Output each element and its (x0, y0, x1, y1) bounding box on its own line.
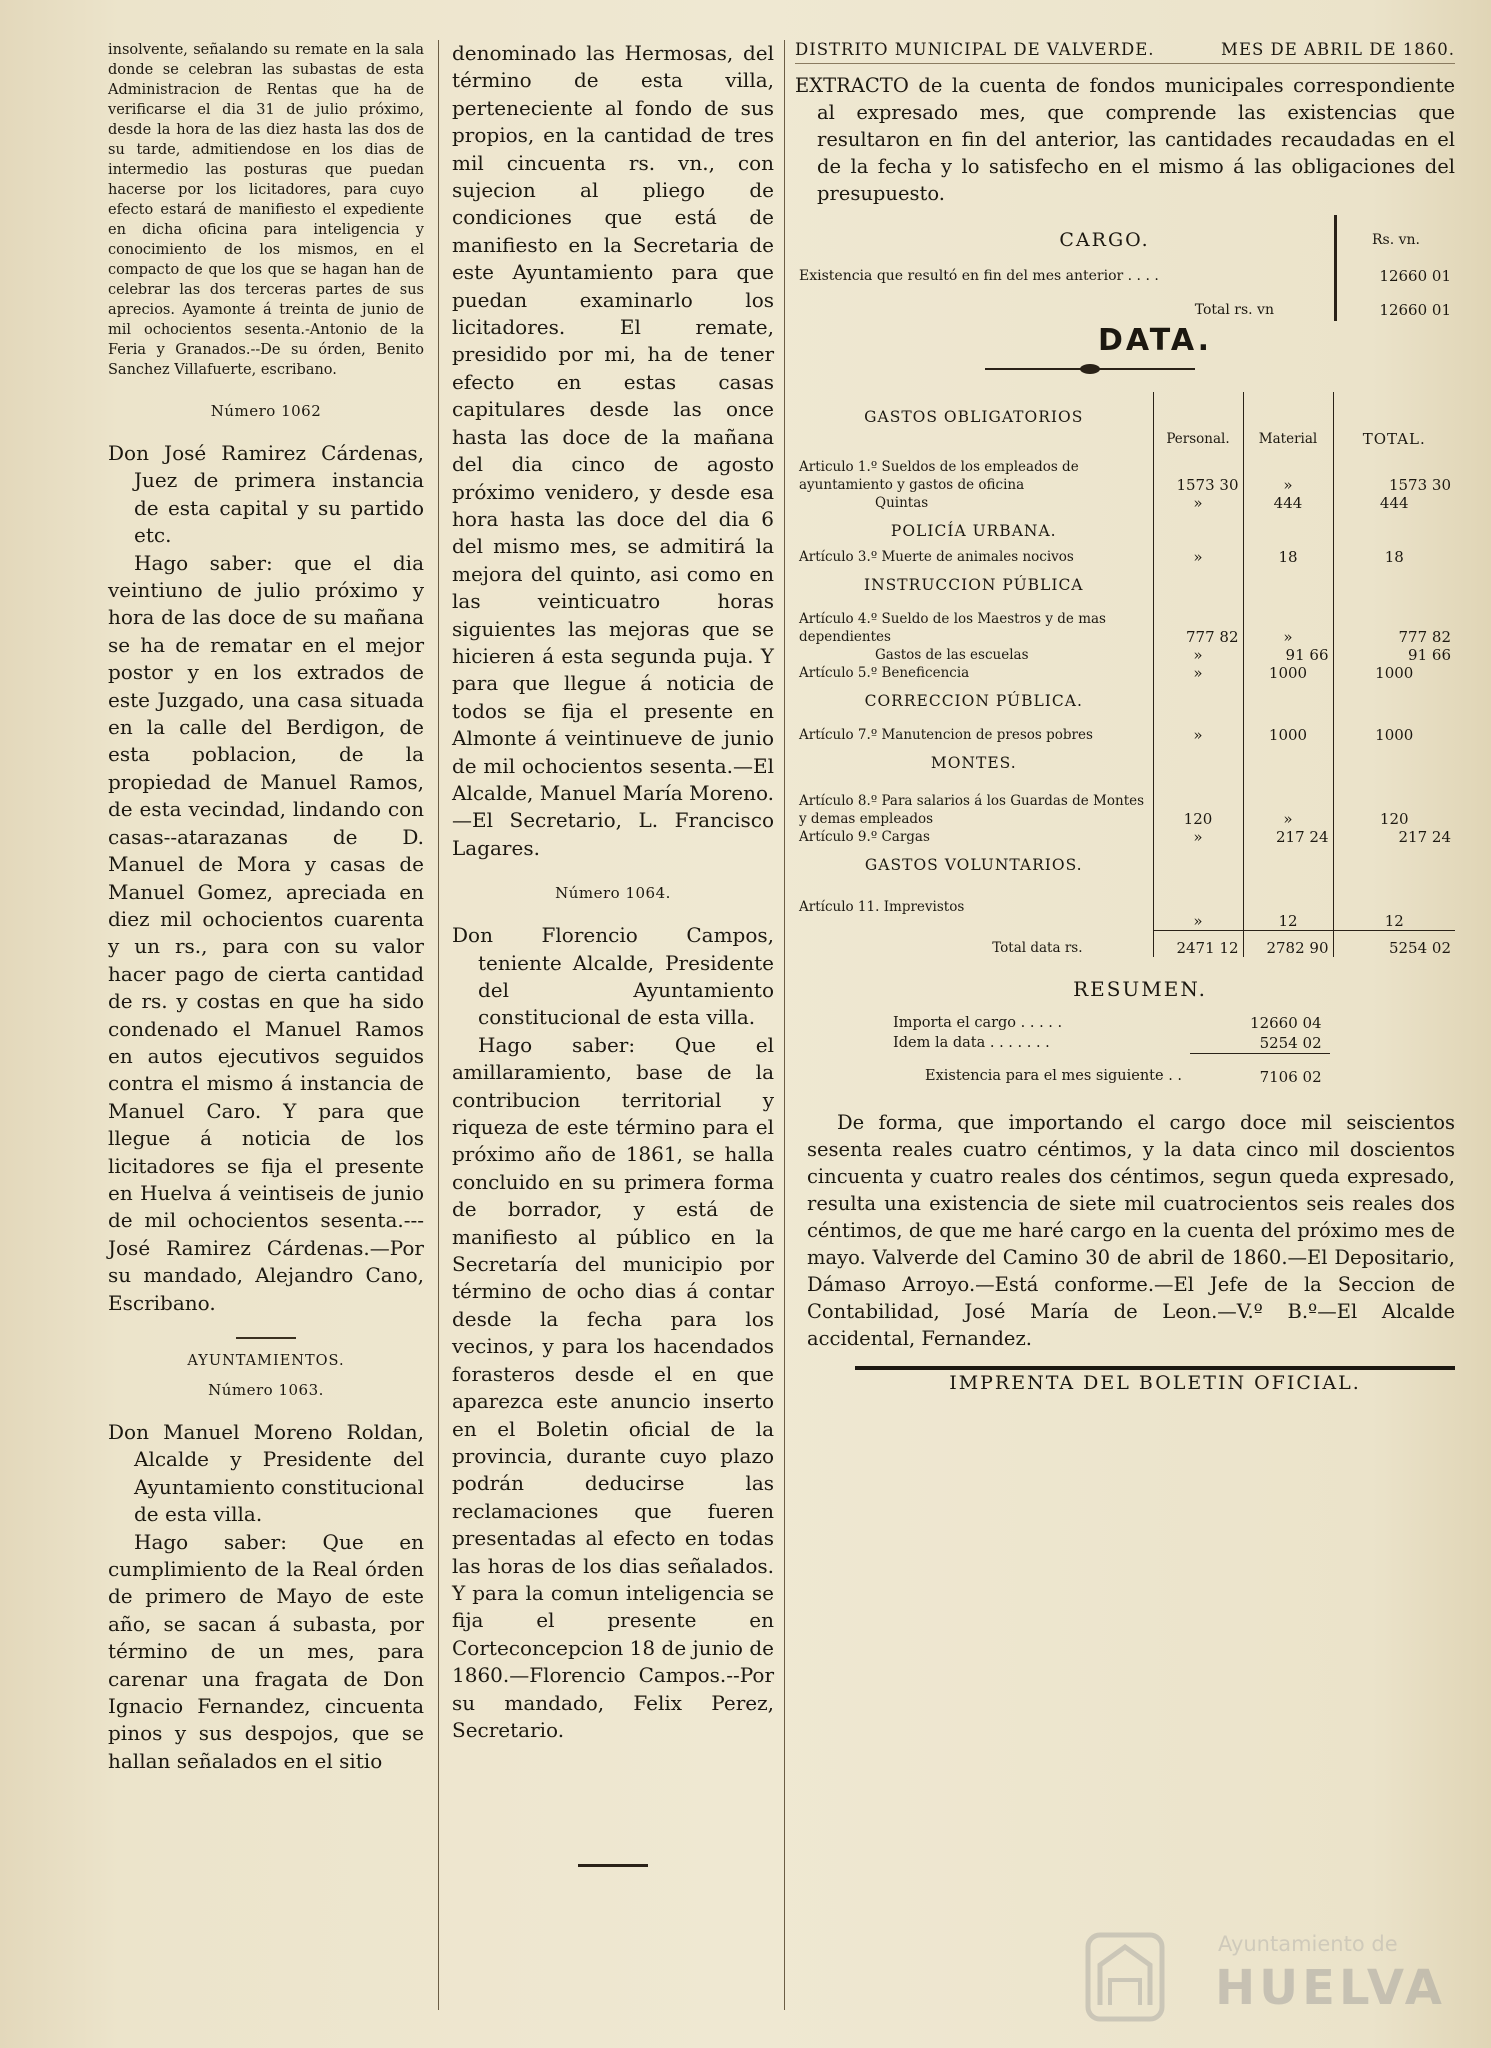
resumen-value: 7106 02 (1259, 1067, 1322, 1086)
previous-notice-text: insolvente, señalando su remate en la sala donde se celebran las subastas de esta Administracion de Rentas que ha de verificarse el dia 31 de julio próximo, desde la hora de las diez hasta las dos de su tarde, admitiendose en los dias de intermedio las posturas que puedan hacerse por los licitadores, para cuyo efecto estará de manifiesto el expediente en dicha oficina para inteligencia y conocimiento de los mismos, en el compacto de que los que se hagan han de celebrar las dos terceras partes de sus aprecios. Ayamonte á treinta de junio de mil ochocientos sesenta.-Antonio de la Feria y Granados.--De su órden, Benito Sanchez Villafuerte, escribano. (108, 42, 424, 378)
cell-material: 91 66 (1243, 646, 1333, 664)
header-total: TOTAL. (1333, 392, 1455, 448)
table-row (885, 1033, 1330, 1054)
notice-1063-body: Hago saber: Que en cumplimiento de la Real órden de primero de Mayo de este año, se sacan á subasta, por término de un mes, para carenar una fragata de Don Ignacio Fernandez, cincuenta pinos y sus despojos, que se hallan señalados en el sitio (108, 1529, 424, 1773)
table-row (885, 1013, 1330, 1033)
account-header (795, 40, 1455, 64)
total-material: 2782 90 (1243, 930, 1333, 957)
cell-total: 12 (1333, 882, 1455, 930)
cell-personal: » (1153, 882, 1243, 930)
header-gastos-obligatorios: GASTOS OBLIGATORIOS (864, 408, 1084, 426)
notice-number-1064: Número 1064. (555, 884, 671, 903)
group-montes: MONTES. (930, 754, 1017, 772)
district-title: DISTRITO MUNICIPAL DE VALVERDE. (795, 40, 1155, 59)
cell-personal: » (1153, 718, 1243, 744)
notice-1062-heading: Don José Ramirez Cárdenas, Juez de primera instancia de esta capital y su partido etc. (108, 441, 424, 548)
cell-material: 1000 (1243, 718, 1333, 744)
header-personal: Personal. (1153, 392, 1243, 448)
closing-paragraph: De forma, que importando el cargo doce mil seiscientos sesenta reales cuatro céntimos, y la data cinco mil doscientos cincuenta y cuatro reales dos céntimos, segun queda expresado, resulta una existencia de siete mil cuatrocientos seis reales dos céntimos, de que me haré cargo en la cuenta del próximo mes de mayo. Valverde del Camino 30 de abril de 1860.—El Depositario, Dámaso Arroyo.—Está conforme.—El Jefe de la Seccion de Contabilidad, José María de Leon.—V.º B.º—El Alcalde accidental, Fernandez. (807, 1110, 1455, 1350)
row-label: Artículo 7.º Manutencion de presos pobres (799, 727, 1093, 743)
cell-material: 12 (1243, 882, 1333, 930)
table-row (795, 882, 1455, 930)
cargo-total-value: 12660 01 (1336, 287, 1456, 321)
resumen-value: 12660 04 (1250, 1013, 1322, 1032)
ornament-rule (985, 364, 1195, 374)
total-total: 5254 02 (1333, 930, 1455, 957)
table-row (795, 780, 1455, 828)
column-2 (452, 40, 774, 1867)
cargo-unit: Rs. vn. (1336, 215, 1456, 265)
cell-material: » (1243, 780, 1333, 828)
cell-material: » (1243, 602, 1333, 646)
group-correccion-publica: CORRECCION PÚBLICA. (864, 692, 1083, 710)
cell-personal: 1573 30 (1153, 448, 1243, 494)
cell-material: 444 (1243, 494, 1333, 512)
cargo-table (795, 215, 1455, 321)
row-label: Gastos de las escuelas (875, 647, 1029, 663)
resumen-label: Idem la data . . . . . . . (893, 1034, 1050, 1051)
table-row (795, 646, 1455, 664)
watermark-line-1: Ayuntamiento de (1218, 1932, 1398, 1956)
notice-1063-continuation: denominado las Hermosas, del término de esta villa, perteneciente al fondo de sus propios, en la cantidad de tres mil cincuenta rs. vn., con sujecion al pliego de condiciones que está de manifiesto en la Secretaria de este Ayuntamiento para que puedan examinarlo los licitadores. El remate, presidido por mi, ha de tener efecto en estas casas capitulares desde las once hasta las doce de la mañana del dia cinco de agosto próximo venidero, y desde esa hora hasta las doce del dia 6 del mismo mes, se admitirá la mejora del quinto, asi como en las veinticuatro horas siguientes las mejoras que se hicieren á esta segunda puja. Y para que llegue á noticia de todos se fija el presente en Almonte á veintinueve de junio de mil ochocientos sesenta.—El Alcalde, Manuel María Moreno.—El Secretario, L. Francisco Lagares. (452, 41, 774, 860)
group-row (795, 512, 1455, 548)
cell-personal: » (1153, 646, 1243, 664)
row-label: Articulo 1.º Sueldos de los empleados de ayuntamiento y gastos de oficina (799, 459, 1079, 493)
notice-number-1063: Número 1063. (208, 1381, 324, 1399)
table-row (795, 448, 1455, 494)
cargo-row-label: Existencia que resultó en fin del mes anterior . . . . (799, 268, 1159, 284)
column-3 (795, 40, 1455, 1394)
cell-personal: » (1153, 664, 1243, 682)
cargo-title: CARGO. (1059, 229, 1150, 251)
row-label: Artículo 3.º Muerte de animales nocivos (799, 549, 1074, 565)
table-row (795, 602, 1455, 646)
row-label: Artículo 9.º Cargas (799, 829, 930, 845)
resumen-label: Importa el cargo . . . . . (893, 1014, 1063, 1031)
group-row (795, 566, 1455, 602)
table-row (885, 1053, 1330, 1087)
cell-material: 18 (1243, 548, 1333, 566)
cell-total: 1000 (1333, 664, 1455, 682)
cell-personal: » (1153, 828, 1243, 846)
city-emblem-icon (1080, 1925, 1170, 2025)
cell-personal: » (1153, 494, 1243, 512)
column-rule-2 (784, 40, 785, 2010)
row-label: Artículo 4.º Sueldo de los Maestros y de mas dependientes (799, 611, 1106, 645)
cell-total: 18 (1333, 548, 1455, 566)
row-label: Artículo 8.º Para salarios á los Guardas de Montes y demas empleados (799, 793, 1145, 827)
notice-number-1062: Número 1062 (210, 402, 322, 420)
total-label: Total data rs. (992, 939, 1083, 956)
cell-total: 217 24 (1333, 828, 1455, 846)
row-label: Artículo 11. Imprevistos (799, 899, 965, 915)
group-policia-urbana: POLICÍA URBANA. (890, 522, 1057, 540)
cell-personal: 777 82 (1153, 602, 1243, 646)
group-gastos-voluntarios: GASTOS VOLUNTARIOS. (864, 856, 1083, 874)
separator-rule (236, 1337, 296, 1339)
table-row (795, 664, 1455, 682)
cell-material: 1000 (1243, 664, 1333, 682)
resumen-title: RESUMEN. (1073, 976, 1207, 1001)
resumen-label: Existencia para el mes siguiente . . (925, 1068, 1183, 1085)
column-rule-1 (438, 40, 439, 2010)
group-row (795, 846, 1455, 882)
extract-intro: EXTRACTO de la cuenta de fondos municipales correspondiente al expresado mes, que comprende las existencias que resultaron en fin del anterior, las cantidades recaudadas en el de la fecha y lo satisfecho en el mismo á las obligaciones del presupuesto. (795, 74, 1455, 205)
total-personal: 2471 12 (1153, 930, 1243, 957)
data-table (795, 392, 1455, 957)
imprenta-footer: IMPRENTA DEL BOLETIN OFICIAL. (855, 1366, 1455, 1394)
resumen-table (885, 1013, 1330, 1087)
cargo-total-label: Total rs. vn (1194, 302, 1274, 318)
group-row (795, 744, 1455, 780)
cell-total: 120 (1333, 780, 1455, 828)
cell-personal: » (1153, 548, 1243, 566)
cell-total: 777 82 (1333, 602, 1455, 646)
notice-1062-body: Hago saber: que el dia veintiuno de julio próximo y hora de las doce de su mañana se ha de rematar en el mejor postor y en los extrados de este Juzgado, una casa situada en la calle del Berdigon, de esta poblacion, de la propiedad de Manuel Ramos, de esta vecindad, lindando con casas--atarazanas de D. Manuel de Mora y casas de Manuel Gomez, apreciada en diez mil ochocientos cuarenta y un rs., para con su valor hacer pago de cierta cantidad de rs. y costas en que ha sido condenado el Manuel Ramos en autos ejecutivos seguidos contra el mismo á instancia de Manuel Caro. Y para que llegue á noticia de los licitadores se fija el presente en Huelva á veintiseis de junio de mil ochocientos sesenta.---José Ramirez Cárdenas.—Por su mandado, Alejandro Cano, Escribano. (108, 550, 424, 1315)
cargo-row-value: 12660 01 (1336, 265, 1456, 287)
ayuntamiento-huelva-logo (1080, 1920, 1446, 2030)
cell-total: 1000 (1333, 718, 1455, 744)
notice-1064-body: Hago saber: Que el amillaramiento, base de la contribucion territorial y riqueza de este término para el próximo año de 1861, se halla concluido en su primera forma de borrador, y está de manifiesto al público en la Secretaría del municipio por término de ocho dias á contar desde la fecha para los vecinos, y para los hacendados forasteros desde el en que aparezca este anuncio inserto en el Boletin oficial de la provincia, durante cuyo plazo podrán deducirse las reclamaciones que fueren presentadas al efecto en todas las horas de los dias señalados. Y para la comun inteligencia se fija el presente en Corteconcepcion 18 de junio de 1860.—Florencio Campos.--Por su mandado, Felix Perez, Secretario. (452, 1032, 774, 1742)
resumen-value: 5254 02 (1190, 1033, 1330, 1054)
total-row (795, 930, 1455, 957)
group-row (795, 682, 1455, 718)
cell-total: 1573 30 (1333, 448, 1455, 494)
cell-personal: 120 (1153, 780, 1243, 828)
table-row (795, 828, 1455, 846)
end-rule (578, 1864, 648, 1867)
row-label: Quintas (875, 495, 929, 511)
table-row (795, 718, 1455, 744)
row-label: Artículo 5.º Beneficencia (799, 665, 970, 681)
notice-1064-heading: Don Florencio Campos, teniente Alcalde, Presidente del Ayuntamiento constitucional de esta villa. (452, 923, 774, 1030)
watermark-line-2: HUELVA (1215, 1960, 1446, 2016)
notice-1063-heading: Don Manuel Moreno Roldan, Alcalde y Presidente del Ayuntamiento constitucional de esta villa. (108, 1420, 424, 1527)
section-ayuntamientos: AYUNTAMIENTOS. (187, 1353, 345, 1369)
data-title: DATA. (1097, 323, 1213, 358)
cell-material: 217 24 (1243, 828, 1333, 846)
table-row (795, 494, 1455, 512)
cell-total: 91 66 (1333, 646, 1455, 664)
table-row (795, 548, 1455, 566)
month-title: MES DE ABRIL DE 1860. (1221, 40, 1455, 59)
cell-material: » (1243, 448, 1333, 494)
column-1 (108, 40, 424, 1775)
group-instruccion-publica: INSTRUCCION PÚBLICA (864, 576, 1084, 594)
cell-total: 444 (1333, 494, 1455, 512)
header-material: Material (1243, 392, 1333, 448)
